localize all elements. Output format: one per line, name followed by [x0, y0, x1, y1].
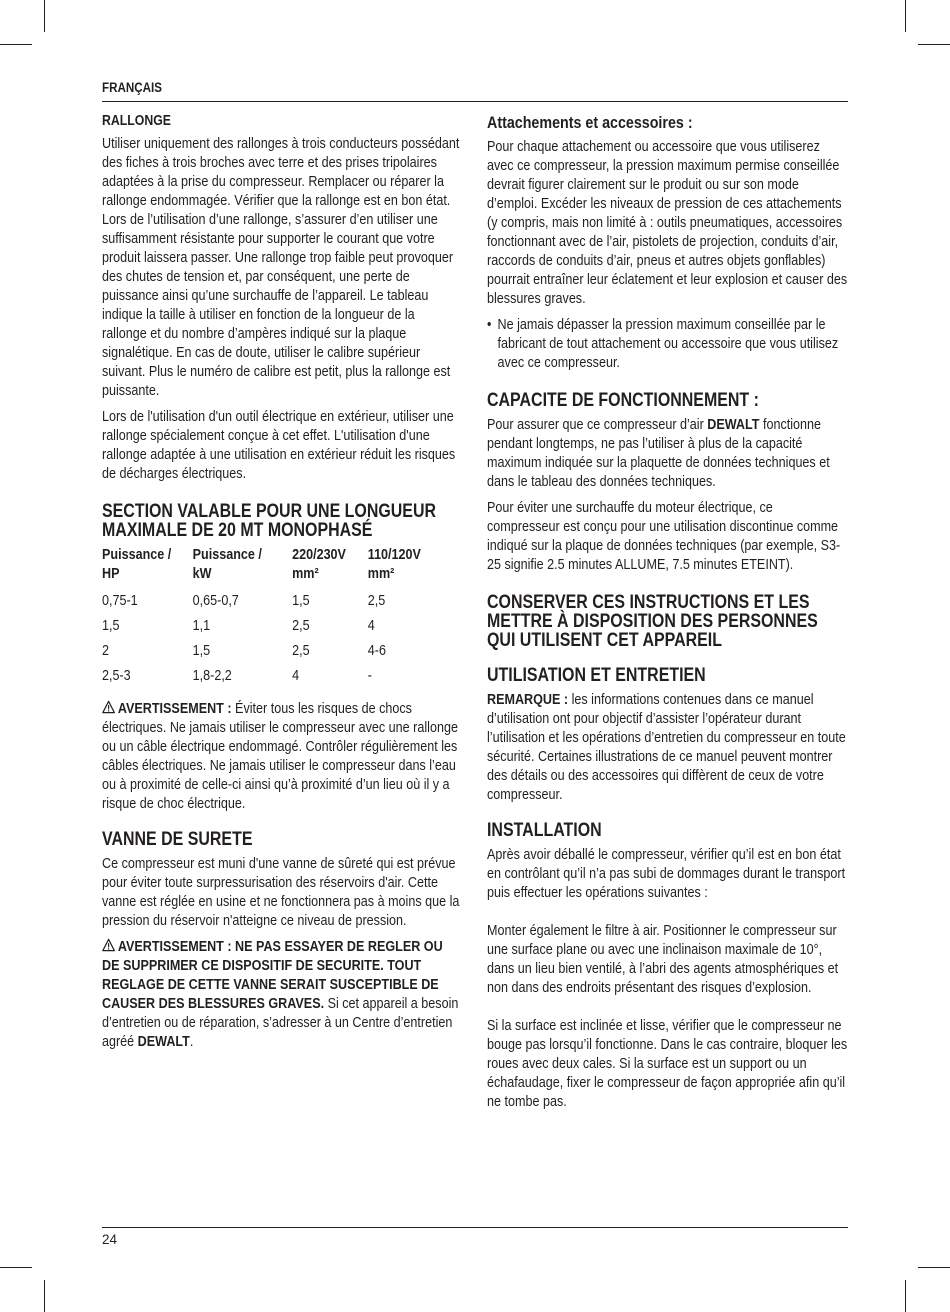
table-header-row: [102, 546, 460, 592]
installation-paragraph: Après avoir déballé le compresseur, vérifier qu’il est en bon état en contrôlant qu’il n’a pas subi de dommages durant le transport puis effectuer les opérations suivantes :: [487, 847, 846, 901]
warning-triangle-icon: [102, 938, 115, 952]
table-header-cell: 220/230V mm²: [292, 547, 346, 582]
crop-mark: [44, 1280, 45, 1312]
page-language-label: FRANÇAIS: [102, 80, 162, 95]
sentence-end: .: [189, 1034, 194, 1050]
rallonge-paragraph: Lors de l'utilisation d'un outil électrique en extérieur, utiliser une rallonge spécialement conçue à cet effet. L'utilisation d'une rallonge adaptée à une utilisation en extérieur réduit les risques de décharges électriques.: [102, 409, 456, 482]
capacite-paragraph: Pour assurer que ce compresseur d’air DEWALT fonctionne pendant longtemps, ne pas l’utiliser à plus de la capacité maximum indiquée sur la plaquette de données techniques et dans le tableau des données techniques.: [487, 417, 830, 490]
attachements-paragraph: Pour chaque attachement ou accessoire que vous utiliserez avec ce compresseur, la pression maximum permise conseillée devrait figurer clairement sur le produit ou sur son mode d’emploi. Excéder les niveaux de pression de ces attachements (y compris, mais non limité à : outils pneumatiques, accessoires fonctionnant avec de l’air, pistolets de projection, conduits d’air, raccords de conduits d’air, pneus et autres objets gonflables) pourrait entraîner leur éclatement et leur explosion et causer des blessures graves.: [487, 139, 848, 307]
table-row: [102, 592, 460, 617]
brand-name: DEWALT: [137, 1034, 190, 1050]
electric-warning-paragraph: [102, 700, 460, 814]
vanne-heading: VANNE DE SURETE: [102, 829, 253, 850]
table-row: [102, 667, 460, 692]
crop-mark: [0, 1267, 32, 1268]
attachements-bullet-list: [487, 316, 848, 373]
table-row: [102, 617, 460, 642]
crop-mark: [918, 44, 950, 45]
capacite-heading: CAPACITE DE FONCTIONNEMENT :: [487, 390, 759, 411]
table-cell: -: [367, 668, 372, 684]
rallonge-paragraph: Utiliser uniquement des rallonges à trois conducteurs possédant des fiches à trois broches avec terre et des prises tripolaires adaptées à la prise du compresseur. Remplacer ou réparer la rallonge endommagée. Vérifier que la rallonge est en bon état. Lors de l’utilisation d’une rallonge, s’assurer d’en utiliser une suffisamment résistante pour supporter le courant que votre produit laissera passer. Une rallonge trop faible peut provoquer des chutes de tension et, par conséquent, une perte de puissance ainsi qu’une surchauffe de l’appareil. Le tableau indique la taille à utiliser en fonction de la longueur de la rallonge et du nombre d’ampères indiqué sur la plaque signalétique. En cas de doute, utiliser le calibre supérieur suivant. Plus le numéro de calibre est petit, plus la rallonge est puissante.: [102, 136, 460, 399]
crop-mark: [905, 1280, 906, 1312]
table-cell: 0,65-0,7: [192, 593, 239, 609]
warning-text: Si cet appareil a besoin d’entretien ou de réparation, s’adresser à un Centre d’entretien agréé: [102, 996, 459, 1050]
crop-mark: [918, 1267, 950, 1268]
table-cell: 4: [292, 668, 300, 684]
page-number: 24: [102, 1232, 118, 1247]
crop-mark: [44, 0, 45, 32]
table-cell: 2,5: [367, 593, 386, 609]
table-cell: 1,5: [102, 618, 120, 634]
installation-paragraph: Si la surface est inclinée et lisse, vérifier que le compresseur ne bouge pas lorsqu’il fonctionne. Dans le cas contraire, bloquer les roues avec deux cales. Si la surface est un support ou un échafaudage, fixer le compresseur de façon appropriée afin qu’il ne tombe pas.: [487, 1018, 848, 1110]
conserver-heading: CONSERVER CES INSTRUCTIONS ET LES METTRE À DISPOSITION DES PERSONNES QUI UTILISENT CET APPAREIL: [487, 592, 818, 651]
paragraph-spacer: [487, 910, 848, 922]
utilisation-paragraph: REMARQUE : les informations contenues dans ce manuel d’utilisation ont pour objectif d’assister l’opérateur durant l’utilisation et les opérations d’entretien du compresseur en toute sécurité. Certaines illustrations de ce manuel peuvent montrer des détails ou des accessoires qui diffèrent de ceux de votre compresseur.: [487, 692, 846, 803]
paragraph-spacer: [487, 1005, 848, 1017]
vanne-paragraph: Ce compresseur est muni d'une vanne de sûreté qui est prévue pour éviter toute surpressurisation des réservoirs d'air. Cette vanne est réglée en usine et ne fonctionnera pas à moins que la pression du réservoir n'atteigne ce niveau de pression.: [102, 856, 460, 929]
remarque-label: REMARQUE :: [487, 692, 569, 708]
table-header-cell: Puissance / HP: [102, 547, 172, 582]
table-cell: 4-6: [367, 643, 386, 659]
table-cell: 0,75-1: [102, 593, 138, 609]
table-header-cell: Puissance / kW: [192, 547, 262, 582]
installation-paragraph: Monter également le filtre à air. Positionner le compresseur sur une surface plane ou avec une inclinaison maximale de 10°, dans un lieu bien ventilé, à l’abri des agents atmosphériques et non dans des endroits présentant des risques d’explosion.: [487, 923, 839, 996]
table-cell: 2,5-3: [102, 668, 131, 684]
table-cell: 2,5: [292, 618, 310, 634]
section-heading: SECTION VALABLE POUR UNE LONGUEUR MAXIMALE DE 20 MT MONOPHASÉ: [102, 501, 436, 541]
footer-rule: [102, 1227, 848, 1228]
warning-bold-text: AVERTISSEMENT : NE PAS ESSAYER DE REGLER OU DE SUPPRIMER CE DISPOSITIF DE SECURITE. TOUT REGLAGE DE CETTE VANNE SERAIT SUSCEPTIBLE DE CAUSER DES BLESSURES GRAVES.: [102, 939, 443, 1012]
table-cell: 2,5: [292, 643, 310, 659]
utilisation-heading: UTILISATION ET ENTRETIEN: [487, 665, 706, 686]
vanne-warning-paragraph: [102, 938, 460, 1052]
power-cable-table: [102, 546, 460, 692]
crop-mark: [0, 44, 32, 45]
table-row: [102, 642, 460, 667]
attachements-heading: Attachements et accessoires :: [487, 113, 693, 132]
warning-triangle-icon: [102, 700, 115, 714]
capacite-paragraph: Pour éviter une surchauffe du moteur électrique, ce compresseur est conçu pour une utilisation discontinue comme indiqué sur la plaque de données techniques (par exemple, S3-25 signifie 2.5 minutes ALLUME, 7.5 minutes ETEINT).: [487, 500, 841, 573]
right-column: [487, 112, 848, 1119]
table-cell: 1,5: [192, 643, 211, 659]
rallonge-heading: RALLONGE: [102, 113, 171, 129]
table-cell: 1,1: [192, 618, 211, 634]
list-item: • Ne jamais dépasser la pression maximum conseillée par le fabricant de tout attachement ou accessoire que vous utilisez avec ce compresseur.: [487, 316, 858, 373]
warning-label: AVERTISSEMENT :: [117, 701, 232, 717]
left-column: [102, 112, 460, 1059]
warning-text: Éviter tous les risques de chocs électriques. Ne jamais utiliser le compresseur avec une rallonge ou un câble électrique endommagé. Contrôler régulièrement les câbles électriques. Ne jamais utiliser le compresseur dans l’eau ou à proximité de celle-ci ainsi qu’à proximité d’un lieu où il y a risque de choc électrique.: [102, 701, 458, 812]
table-cell: 2: [102, 643, 109, 659]
table-cell: 1,5: [292, 593, 310, 609]
crop-mark: [905, 0, 906, 32]
brand-name: DEWALT: [707, 417, 760, 433]
table-cell: 4: [367, 618, 375, 634]
table-cell: 1,8-2,2: [192, 668, 232, 684]
installation-heading: INSTALLATION: [487, 820, 602, 841]
header-rule: [102, 101, 848, 102]
table-header-cell: 110/120V mm²: [367, 547, 421, 582]
